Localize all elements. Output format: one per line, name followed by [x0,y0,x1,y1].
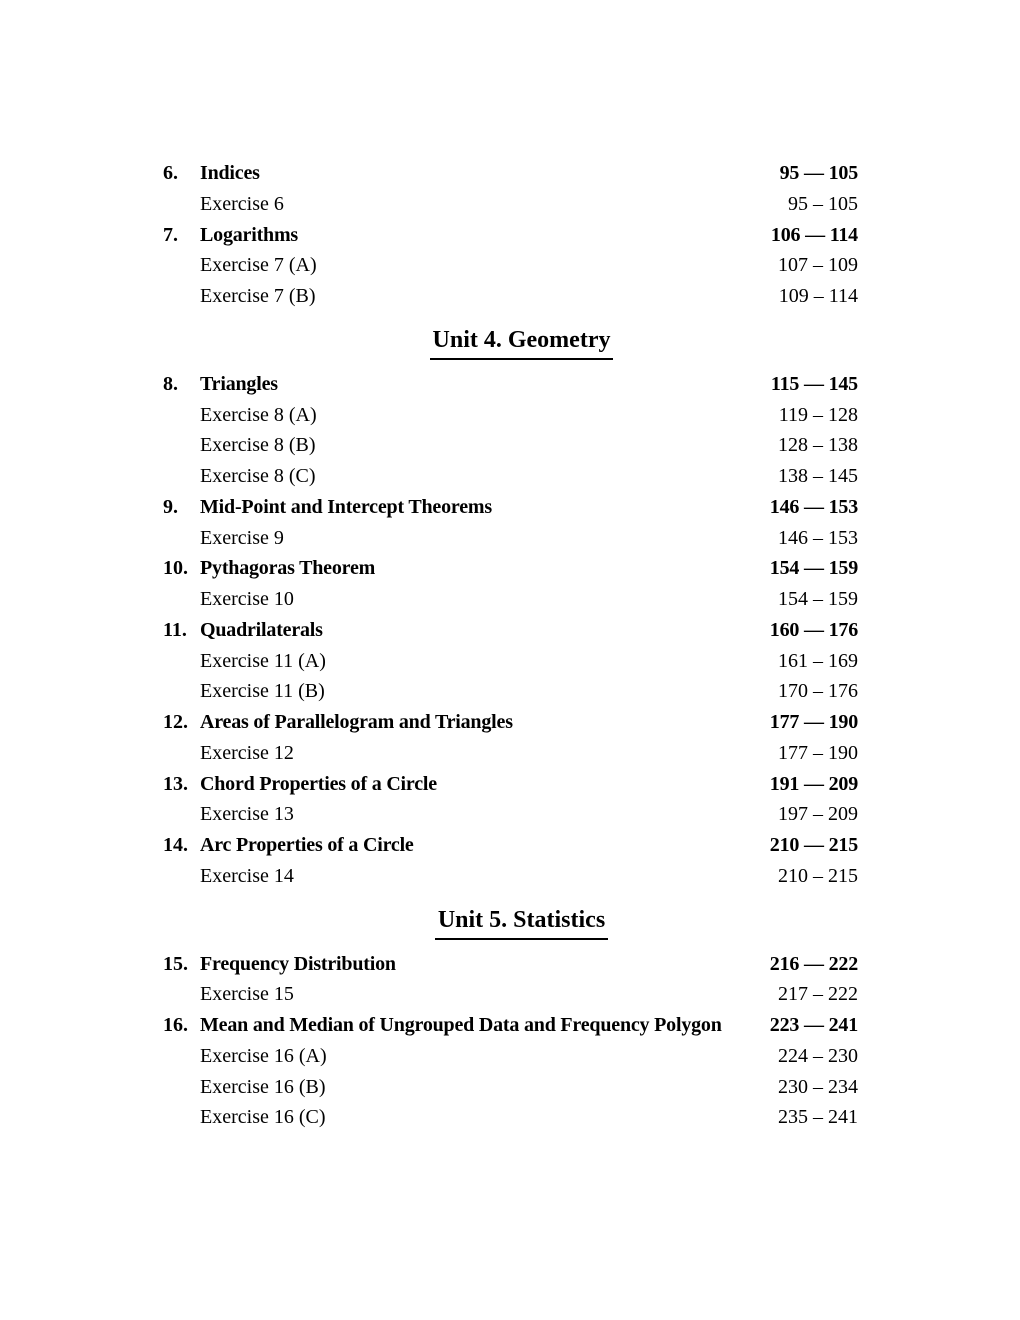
exercise-title: Exercise 8 (C) [200,465,316,487]
chapter-row [163,1010,858,1041]
exercise-page-range: 109 – 114 [778,285,858,307]
exercise-page-range: 230 – 234 [778,1075,858,1098]
chapter-row [163,769,858,800]
chapter-number: 11. [163,618,187,641]
table-of-contents [163,158,858,1133]
exercise-title: Exercise 9 [200,526,284,549]
chapter-row [163,830,858,861]
exercise-row [163,646,858,677]
exercise-page-range: 138 – 145 [778,465,858,487]
chapter-title: Logarithms [200,223,299,246]
chapter-page-range: 115 — 145 [770,372,858,395]
exercise-row [163,1041,858,1072]
exercise-page-range: 224 – 230 [778,1044,858,1067]
chapter-number: 13. [163,772,188,795]
chapter-row [163,553,858,584]
chapter-number: 7. [163,223,178,246]
exercise-row [163,1102,858,1133]
chapter-row [163,949,858,980]
exercise-title: Exercise 10 [200,588,294,610]
exercise-title: Exercise 16 (C) [200,1106,326,1129]
chapter-page-range: 210 — 215 [769,834,858,856]
exercise-row [163,430,858,461]
chapter-row [163,707,858,738]
exercise-page-range: 107 – 109 [778,254,858,277]
exercise-row [163,584,858,615]
chapter-page-range: 223 — 241 [769,1014,858,1036]
chapter-number: 6. [163,162,178,184]
chapter-page-range: 216 — 222 [769,952,858,975]
chapter-number: 9. [163,495,178,518]
exercise-row [163,189,858,220]
exercise-title: Exercise 8 (A) [200,403,317,426]
exercise-title: Exercise 12 [200,741,294,764]
exercise-row [163,738,858,769]
chapter-title: Pythagoras Theorem [200,557,376,580]
exercise-page-range: 146 – 153 [778,526,858,549]
exercise-title: Exercise 15 [200,983,294,1006]
chapter-row [163,158,858,189]
exercise-page-range: 161 – 169 [778,649,858,672]
exercise-title: Exercise 6 [200,192,284,215]
chapter-number: 12. [163,711,188,733]
chapter-row [163,220,858,251]
chapter-page-range: 191 — 209 [769,772,858,795]
chapter-title: Quadrilaterals [200,618,323,641]
exercise-row [163,799,858,830]
exercise-page-range: 235 – 241 [778,1106,858,1129]
chapter-page-range: 95 — 105 [779,162,858,184]
chapter-row [163,492,858,523]
chapter-title: Mean and Median of Ungrouped Data and Frequency Polygon [200,1014,722,1036]
exercise-page-range: 177 – 190 [778,741,858,764]
chapter-page-range: 177 — 190 [769,711,858,733]
exercise-row [163,676,858,707]
exercise-page-range: 128 – 138 [778,434,858,457]
exercise-row [163,979,858,1010]
chapter-page-range: 146 — 153 [769,495,858,518]
unit-heading-row [174,323,869,360]
exercise-page-range: 154 – 159 [778,588,858,610]
chapter-number: 15. [163,952,188,975]
chapter-title: Triangles [200,372,278,395]
chapter-title: Indices [200,162,260,184]
chapter-number: 8. [163,372,178,395]
exercise-page-range: 119 – 128 [778,403,858,426]
exercise-row [163,461,858,492]
exercise-title: Exercise 16 (A) [200,1044,327,1067]
chapter-number: 10. [163,557,188,580]
exercise-page-range: 197 – 209 [778,803,858,826]
chapter-number: 16. [163,1014,188,1036]
chapter-title: Areas of Parallelogram and Triangles [200,711,513,733]
unit-heading-row [174,903,869,940]
chapter-title: Arc Properties of a Circle [200,834,414,856]
exercise-page-range: 95 – 105 [788,192,858,215]
exercise-page-range: 170 – 176 [778,680,858,703]
exercise-row [163,523,858,554]
chapter-title: Frequency Distribution [200,952,396,975]
exercise-title: Exercise 16 (B) [200,1075,326,1098]
chapter-number: 14. [163,834,188,856]
chapter-title: Chord Properties of a Circle [200,772,437,795]
exercise-title: Exercise 7 (A) [200,254,317,277]
chapter-page-range: 154 — 159 [769,557,858,580]
exercise-title: Exercise 7 (B) [200,285,316,307]
unit-heading: Unit 4. Geometry [430,323,614,360]
exercise-row [163,281,858,312]
exercise-title: Exercise 14 [200,864,294,887]
exercise-row [163,861,858,892]
exercise-title: Exercise 8 (B) [200,434,316,457]
exercise-page-range: 217 – 222 [778,983,858,1006]
chapter-row [163,615,858,646]
exercise-title: Exercise 11 (B) [200,680,325,703]
chapter-page-range: 106 — 114 [770,223,858,246]
exercise-title: Exercise 11 (A) [200,649,326,672]
unit-heading: Unit 5. Statistics [435,903,608,940]
exercise-title: Exercise 13 [200,803,294,826]
chapter-page-range: 160 — 176 [769,618,858,641]
exercise-row [163,250,858,281]
exercise-row [163,1072,858,1103]
exercise-row [163,400,858,431]
chapter-title: Mid-Point and Intercept Theorems [200,495,492,518]
chapter-row [163,369,858,400]
exercise-page-range: 210 – 215 [778,864,858,887]
